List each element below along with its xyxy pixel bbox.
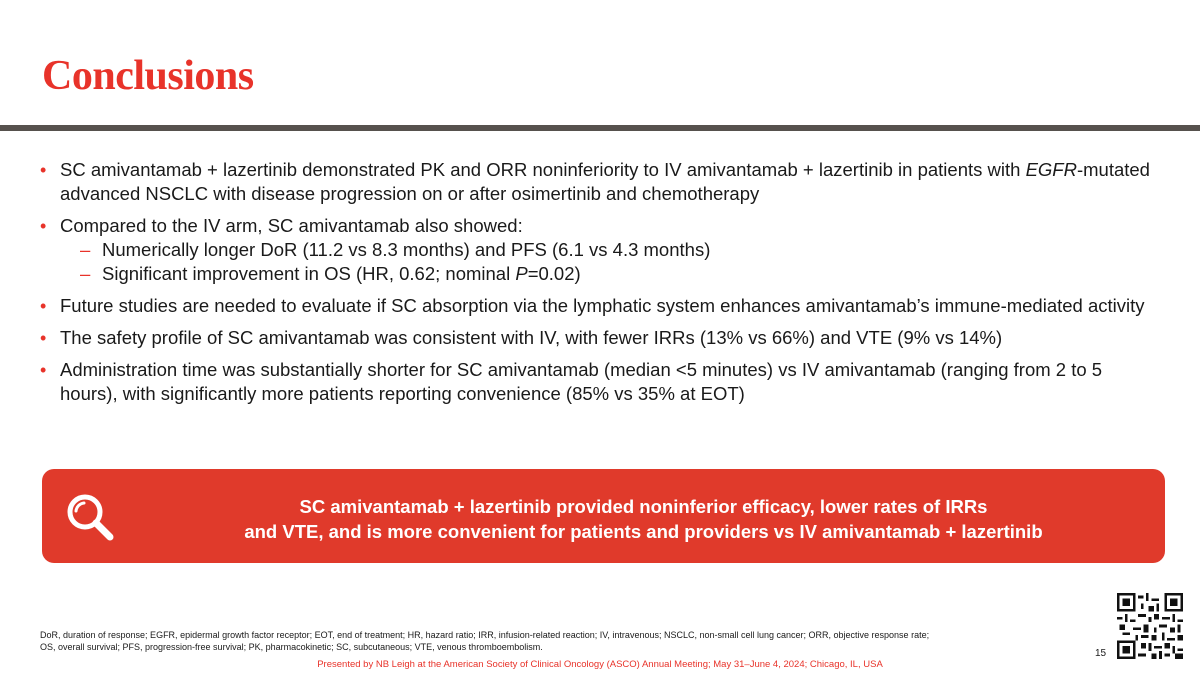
slide-title: Conclusions xyxy=(42,53,254,99)
qr-code-icon xyxy=(1117,593,1183,659)
bullet-safety xyxy=(40,326,1150,350)
bullet-iv-comparison xyxy=(40,214,1150,286)
callout-line-1: SC amivantamab + lazertinib provided noninferior efficacy, lower rates of IRRs xyxy=(299,496,988,517)
callout-text xyxy=(162,494,1125,544)
bullet-text: Future studies are needed to evaluate if SC absorption via the lymphatic system enhances amivantamab’s immune-mediated activity xyxy=(60,295,1145,316)
bullet-text: The safety profile of SC amivantamab was consistent with IV, with fewer IRRs (13% vs 66%) and VTE (9% vs 14%) xyxy=(60,327,1003,348)
bullet-text: SC amivantamab + lazertinib demonstrated PK and ORR noninferiority to IV amivantamab + lazertinib in patients with xyxy=(60,159,1026,180)
bullet-text: Administration time was substantially shorter for SC amivantamab (median <5 minutes) vs IV amivantamab (ranging from 2 to 5 hours), with significantly more patients reporting convenience (85% vs 35% at EOT) xyxy=(60,359,1103,404)
sub-bullet-text: Significant improvement in OS (HR, 0.62; nominal xyxy=(102,263,516,284)
key-takeaway-callout xyxy=(42,469,1165,563)
bullet-list xyxy=(40,158,1150,414)
title-divider xyxy=(0,125,1200,131)
sub-bullet-os xyxy=(60,262,1150,286)
sub-bullet-text: Numerically longer DoR (11.2 vs 8.3 months) and PFS (6.1 vs 4.3 months) xyxy=(102,239,711,260)
abbreviations-line-2: OS, overall survival; PFS, progression-free survival; PK, pharmacokinetic; SC, subcutaneous; VTE, venous thromboembolism. xyxy=(40,642,543,652)
bullet-future-studies xyxy=(40,294,1150,318)
bullet-text: -mutated advanced NSCLC with disease progression on or after osimertinib and chemotherapy xyxy=(60,159,1150,204)
callout-line-2: and VTE, and is more convenient for patients and providers vs IV amivantamab + lazertinib xyxy=(244,521,1043,542)
bullet-text: Compared to the IV arm, SC amivantamab also showed: xyxy=(60,215,523,236)
bullet-italic-term: EGFR xyxy=(1025,159,1077,180)
page-number: 15 xyxy=(1095,648,1107,659)
sub-bullet-italic: P xyxy=(515,263,528,284)
presented-by-footer: Presented by NB Leigh at the American Society of Clinical Oncology (ASCO) Annual Meeting; May 31–June 4, 2024; Chicago, IL, USA xyxy=(317,659,883,670)
bullet-administration xyxy=(40,358,1150,406)
abbreviations-footnote xyxy=(40,629,1040,653)
sub-bullet-text: =0.02) xyxy=(527,263,581,284)
abbreviations-line-1: DoR, duration of response; EGFR, epidermal growth factor receptor; EOT, end of treatment; HR, hazard ratio; IRR, infusion-related reaction; IV, intravenous; NSCLC, non-small cell lung cancer; ORR, objective response rate; xyxy=(40,630,930,640)
sub-bullet-dor-pfs xyxy=(60,238,1150,262)
magnifier-icon xyxy=(64,491,116,543)
bullet-pk-orr xyxy=(40,158,1150,206)
